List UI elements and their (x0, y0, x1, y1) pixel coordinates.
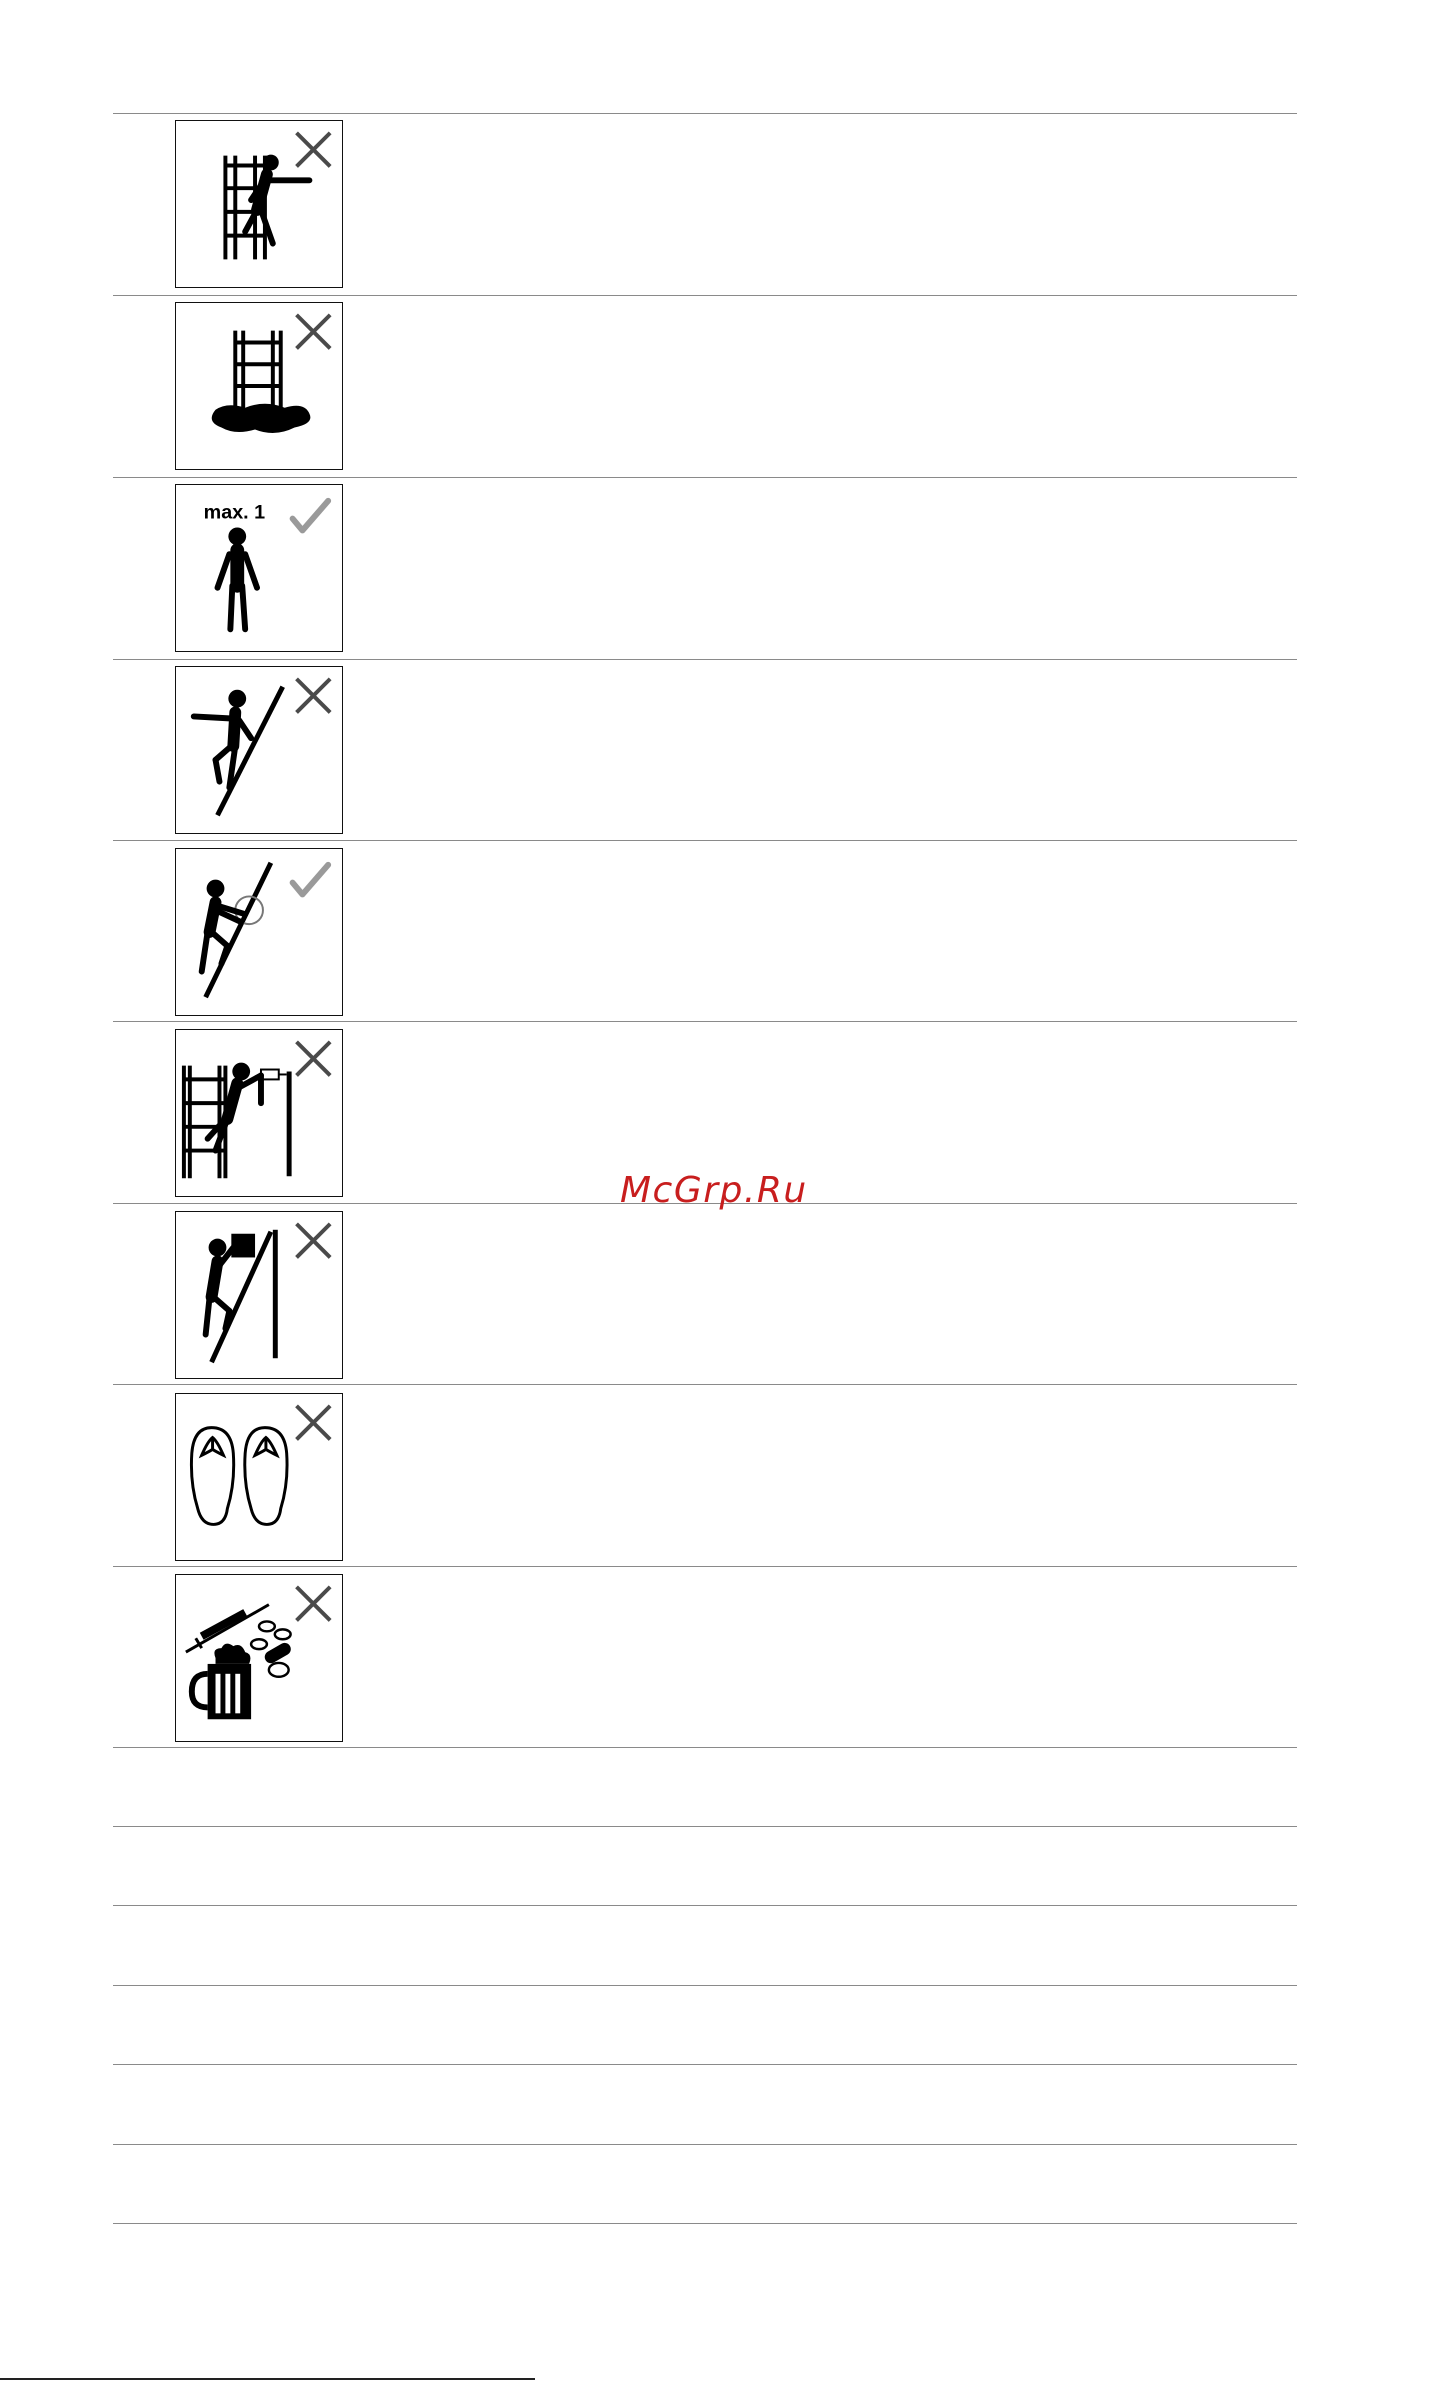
table-rule (113, 1905, 1297, 1906)
pictogram-drilling-sideways (175, 1029, 343, 1197)
beer-mug-icon (192, 1644, 251, 1720)
max-persons-label: max. 1 (203, 501, 266, 524)
table-rule (113, 1021, 1297, 1022)
pictogram-hand-hold-climb (175, 848, 343, 1016)
ladder-icon (235, 331, 280, 412)
pictogram-leaning-sideways (175, 120, 343, 288)
table-rule (113, 2144, 1297, 2145)
person-icon (194, 690, 251, 788)
person-icon (206, 1239, 234, 1335)
table-rule (113, 840, 1297, 841)
cross-icon (297, 315, 331, 349)
check-icon (293, 865, 329, 895)
footer-rule (0, 2378, 535, 2380)
table-rule (113, 113, 1297, 114)
table-rule (113, 2064, 1297, 2065)
cross-icon (297, 1224, 331, 1258)
person-icon (208, 1063, 261, 1151)
pictogram-flip-flops (175, 1393, 343, 1561)
pills-icon (251, 1621, 291, 1676)
rubble-icon (212, 404, 311, 433)
pictogram-unstable-ground (175, 302, 343, 470)
table-rule (113, 659, 1297, 660)
cross-icon (297, 1406, 331, 1440)
table-rule (113, 1826, 1297, 1827)
pictogram-one-person-max (175, 484, 343, 652)
table-rule (113, 1985, 1297, 1986)
table-rule (113, 1384, 1297, 1385)
table-rule (113, 295, 1297, 296)
pictogram-carrying-load (175, 1211, 343, 1379)
flip-flop-icon (245, 1428, 287, 1525)
wall-icon (287, 1072, 292, 1177)
cross-icon (297, 133, 331, 167)
check-icon (293, 501, 329, 531)
cross-icon (297, 1587, 331, 1621)
table-rule (113, 1747, 1297, 1748)
drill-icon (261, 1070, 287, 1080)
wall-icon (273, 1230, 278, 1358)
pictogram-drugs-alcohol (175, 1574, 343, 1742)
person-icon (218, 527, 258, 629)
pictogram-one-hand-climb (175, 666, 343, 834)
cross-icon (297, 1042, 331, 1076)
table-rule (113, 477, 1297, 478)
cross-icon (297, 679, 331, 713)
watermark: McGrp.Ru (620, 1170, 808, 1211)
flip-flop-icon (191, 1428, 233, 1525)
table-rule (113, 1566, 1297, 1567)
table-rule (113, 2223, 1297, 2224)
